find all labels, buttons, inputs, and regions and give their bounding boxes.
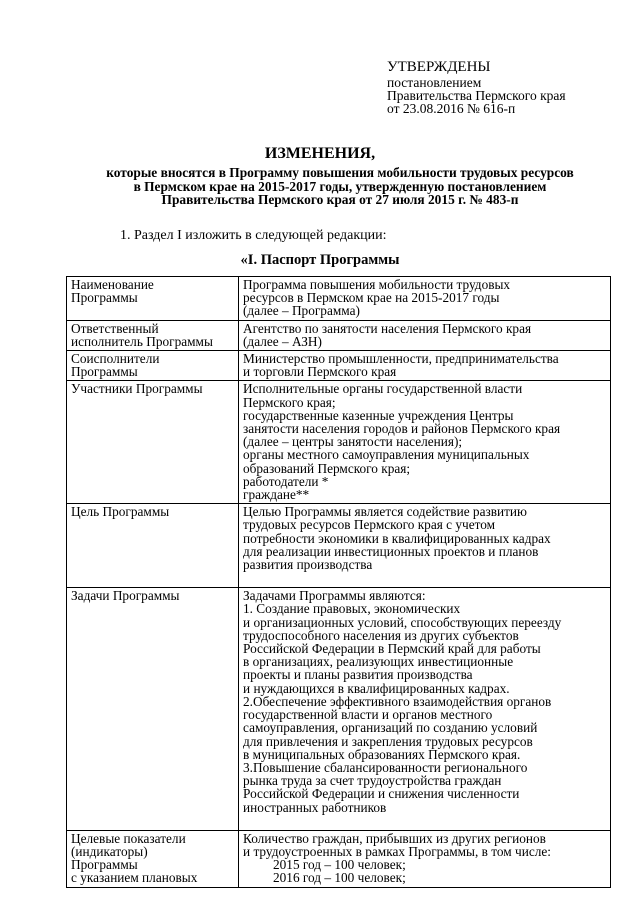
row-value [239,277,611,321]
value-line: Российской Федерации и снижения численности [243,786,520,802]
value-line: (далее – АЗН) [243,333,322,349]
value-line: 1. Создание правовых, экономических [243,601,461,617]
value-line: проекты и планы развития производства [243,667,473,683]
value-line: и торговли Пермского края [243,364,397,380]
value-line: Исполнительные органы государственной власти [243,381,523,397]
passport-row [67,381,611,504]
value-line: Целью Программы является содействие развитию [243,504,527,520]
value-line: Агентство по занятости населения Пермского края [243,320,532,336]
value-line: для привлечения и закрепления трудовых ресурсов [243,733,533,749]
subtitle-line: в Пермском крае на 2015-2017 годы, утвержденную постановлением [133,178,547,194]
row-label [67,504,239,588]
label-line: Соисполнители [71,351,160,367]
value-line: занятости населения городов и районов Пермского края [243,421,561,437]
value-line: рынка труда за счет трудоустройства граждан [243,773,502,789]
value-line: Программа повышения мобильности трудовых [243,277,511,292]
value-line: образований Пермского края; [243,460,411,476]
label-line: Задачи Программы [71,588,180,604]
row-value [239,830,611,887]
subtitle-line: Правительства Пермского края от 27 июля 2015 г. № 483-п [161,192,519,207]
document-subtitle [70,166,610,207]
passport-row [67,320,611,350]
value-line: государственной власти и органов местного [243,707,493,723]
label-line: исполнитель Программы [71,333,213,349]
approval-stamp [387,60,566,115]
passport-row [67,351,611,381]
passport-row [67,830,611,887]
passport-row [67,504,611,588]
value-line-indented: 2016 год – 100 человек; [273,870,406,886]
value-line: органы местного самоуправления муниципальных [243,447,530,463]
subtitle-line: которые вносятся в Программу повышения мобильности трудовых ресурсов [106,165,574,180]
approval-line: Правительства Пермского края [387,88,566,103]
label-line: Ответственный [71,320,159,336]
label-line: Участники Программы [71,381,203,397]
value-line: 2.Обеспечение эффективного взаимодействия органов [243,693,552,709]
row-value [239,320,611,350]
value-line: государственные казенные учреждения Центры [243,407,514,423]
value-line: Количество граждан, прибывших из других регионов [243,830,546,846]
label-line: Программы [71,290,138,306]
value-line: для реализации инвестиционных проектов и планов [243,543,539,559]
passport-row [67,277,611,321]
label-line: Программы [71,364,138,380]
approval-line: постановлением [387,75,482,90]
label-line: Программы [71,857,138,873]
row-value [239,351,611,381]
value-line: и нуждающихся в квалифицированных кадрах. [243,680,510,696]
document-title: ИЗМЕНЕНИЯ, [264,145,376,162]
value-line: Российской Федерации в Пермский край для работы [243,641,541,657]
label-line: (индикаторы) [71,843,148,859]
value-line: 3.Повышение сбалансированности регионального [243,759,528,775]
label-line: Целевые показатели [71,830,186,846]
value-line: в организациях, реализующих инвестиционные [243,654,514,670]
row-label [67,830,239,887]
approval-heading: УТВЕРЖДЕНЫ [387,59,491,75]
value-line: граждане** [243,487,310,503]
passport-table [66,276,611,888]
row-label [67,381,239,504]
value-line: иностранных работников [243,799,387,815]
value-line: Пермского края; [243,394,336,410]
intro-paragraph: 1. Раздел I изложить в следующей редакции: [120,228,387,243]
row-value [239,504,611,588]
row-label [67,588,239,830]
value-line: и трудоустроенных в рамках Программы, в том числе: [243,843,551,859]
row-label [67,351,239,381]
value-line: самоуправления, организаций по созданию условий [243,720,538,736]
value-line: трудовых ресурсов Пермского края с учетом [243,517,496,533]
value-line: работодатели * [243,473,329,489]
row-label [67,320,239,350]
value-line: потребности экономики в квалифицированных кадрах [243,530,551,546]
value-line: и организационных условий, способствующих переезду [243,614,562,630]
label-line: с указанием плановых [71,870,198,886]
row-value [239,381,611,504]
value-line: развития производства [243,557,373,573]
passport-row [67,588,611,830]
value-line: ресурсов в Пермском крае на 2015-2017 годы [243,290,500,306]
section-title: «I. Паспорт Программы [240,252,400,268]
value-line: Министерство промышленности, предпринимательства [243,351,559,367]
value-line: в муниципальных образованиях Пермского края. [243,746,521,762]
value-line-indented: 2015 год – 100 человек; [273,857,406,873]
value-line: трудоспособного населения из других субъектов [243,627,519,643]
row-label [67,277,239,321]
approval-line: от 23.08.2016 № 616-п [387,101,516,116]
value-line: (далее – Программа) [243,303,360,319]
label-line: Цель Программы [71,504,170,520]
label-line: Наименование [71,277,154,292]
row-value [239,588,611,830]
value-line: Задачами Программы являются: [243,588,426,604]
value-line: (далее – центры занятости населения); [243,434,463,450]
